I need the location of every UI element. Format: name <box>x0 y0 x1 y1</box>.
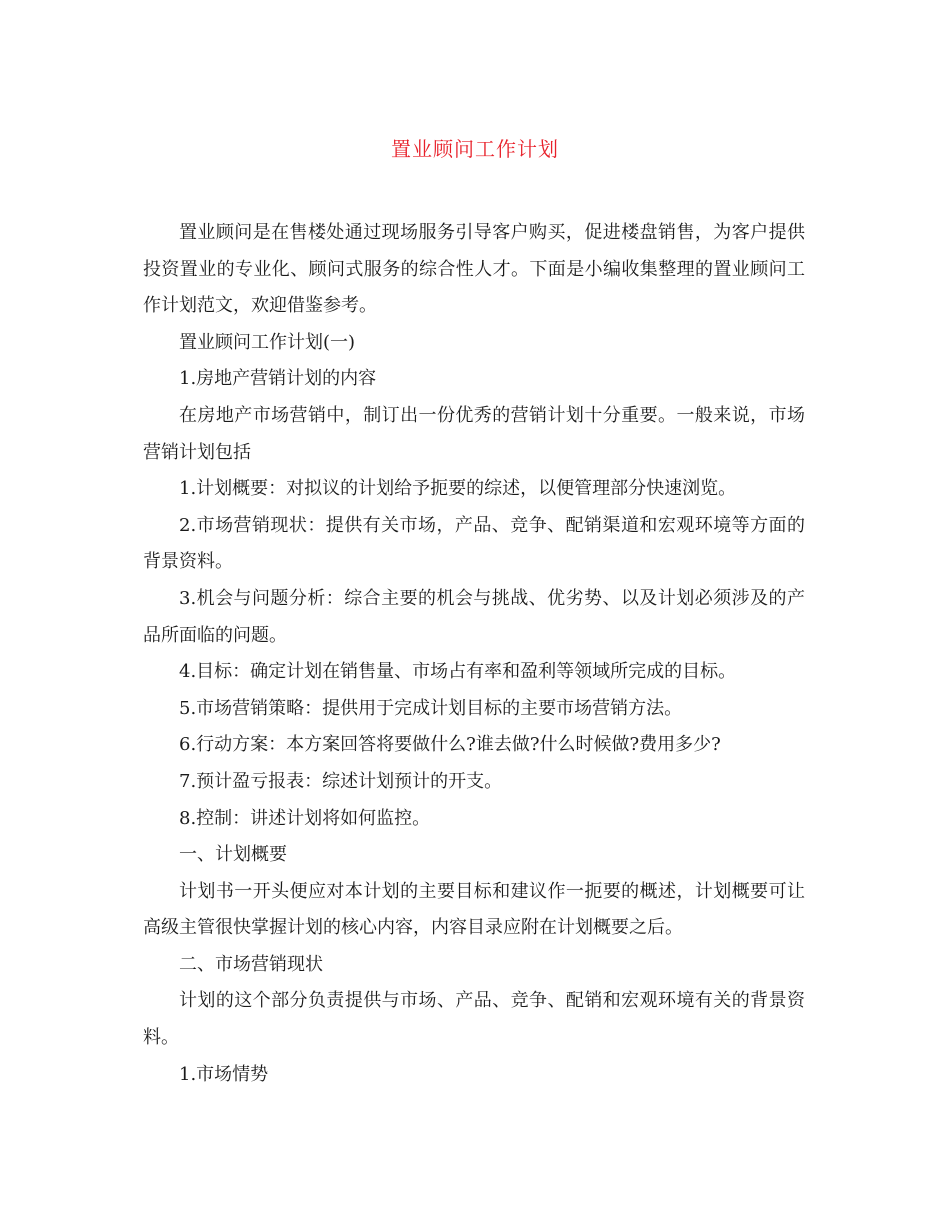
list-item: 8.控制：讲述计划将如何监控。 <box>179 807 431 829</box>
section-heading: 二、市场营销现状 <box>179 953 323 975</box>
list-item: 7.预计盈亏报表：综述计划预计的开支。 <box>179 770 503 792</box>
paragraph: 计划书一开头便应对本计划的主要目标和建议作一扼要的概述，计划概要可让高级主管很快掌握计划的核心内容，内容目录应附在计划概要之后。 <box>143 880 805 939</box>
list-item: 5.市场营销策略：提供用于完成计划目标的主要市场营销方法。 <box>179 697 683 719</box>
paragraph: 在房地产市场营销中，制订出一份优秀的营销计划十分重要。一般来说，市场营销计划包括 <box>143 404 805 463</box>
section-heading: 置业顾问工作计划(一) <box>179 331 356 353</box>
document-title: 置业顾问工作计划 <box>391 137 559 161</box>
subsection-heading: 1.市场情势 <box>179 1063 269 1085</box>
list-item: 2.市场营销现状：提供有关市场，产品、竞争、配销渠道和宏观环境等方面的背景资料。 <box>143 514 805 573</box>
list-item: 1.计划概要：对拟议的计划给予扼要的综述，以便管理部分快速浏览。 <box>179 478 737 500</box>
list-item: 4.目标：确定计划在销售量、市场占有率和盈利等领域所完成的目标。 <box>179 661 737 683</box>
paragraph: 置业顾问是在售楼处通过现场服务引导客户购买，促进楼盘销售，为客户提供投资置业的专业化、顾问式服务的综合性人才。下面是小编收集整理的置业顾问工作计划范文，欢迎借鉴参考。 <box>143 222 805 317</box>
list-item: 3.机会与问题分析：综合主要的机会与挑战、优劣势、以及计划必须涉及的产品所面临的问题。 <box>143 587 805 646</box>
list-item: 6.行动方案：本方案回答将要做什么?谁去做?什么时候做?费用多少? <box>179 734 721 756</box>
document-body <box>143 215 805 1093</box>
section-heading: 一、计划概要 <box>179 844 287 866</box>
subsection-heading: 1.房地产营销计划的内容 <box>179 368 377 390</box>
paragraph: 计划的这个部分负责提供与市场、产品、竞争、配销和宏观环境有关的背景资料。 <box>143 990 805 1049</box>
